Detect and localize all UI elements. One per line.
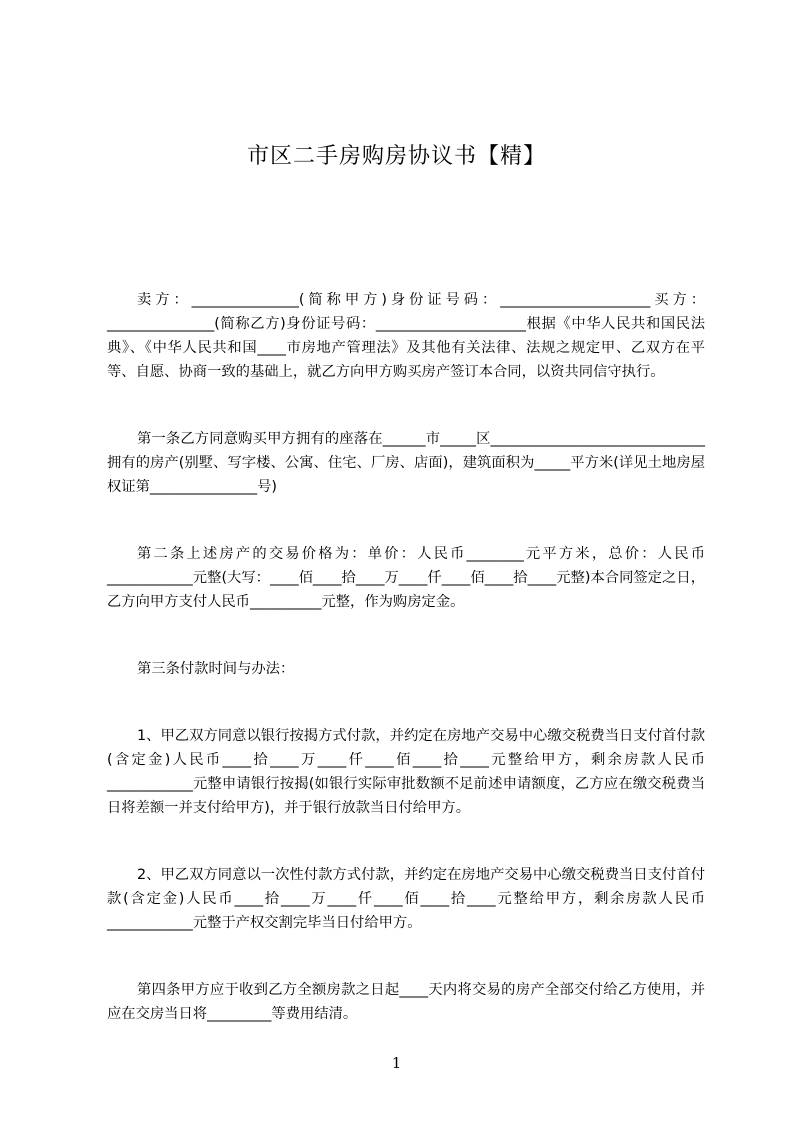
- paragraph-article-3-item-2: 2、甲乙双方同意以一次性付款方式付款，并约定在房地产交易中心缴交税费当日支付首付款(含定金)人民币____拾____万____仟____佰____拾____元整给甲方，剩余房款人民币____________元整于产权交割完毕当日付给甲方。: [107, 867, 705, 931]
- document-body: [107, 288, 705, 1026]
- paragraph-article-2: 第二条上述房产的交易价格为：单价：人民币________元平方米，总价：人民币____________元整(大写：____佰____拾____万____仟____佰____拾____元整)本合同签定之日，乙方向甲方支付人民币__________元整，作为购房定金。: [107, 546, 705, 610]
- paragraph-article-4: 第四条甲方应于收到乙方全额房款之日起____天内将交易的房产全部交付给乙方使用，并应在交房当日将_________等费用结清。: [107, 982, 705, 1022]
- paragraph-article-1: 第一条乙方同意购买甲方拥有的座落在______市_____区______________________________拥有的房产(别墅、写字楼、公寓、住宅、厂房、店面)，建筑面积为_____平方米(详见土地房屋权证第_______________号): [107, 431, 705, 495]
- paragraph-parties: 卖方：_______________(简称甲方)身份证号码：_____________________买方：_______________(简称乙方)身份证号码：_____________________根据《中华人民共和国民法典》、《中华人民共和国____市房地产管理法》及其他有关法律、法规之规定甲、乙双方在平等、自愿、协商一致的基础上，就乙方向甲方购买房产签订本合同，以资共同信守执行。: [107, 292, 705, 380]
- paragraph-article-3: 第三条付款时间与办法：: [137, 661, 295, 677]
- paragraph-article-3-item-1: 1、甲乙双方同意以银行按揭方式付款，并约定在房地产交易中心缴交税费当日支付首付款(含定金)人民币____拾____万____仟____佰____拾____元整给甲方，剩余房款人民币____________元整申请银行按揭(如银行实际审批数额不足前述申请额度，乙方应在缴交税费当日将差额一并支付给甲方)，并于银行放款当日付给甲方。: [107, 728, 705, 816]
- document-title: 市区二手房购房协议书【精】: [246, 144, 546, 169]
- page-number: 1: [391, 1054, 402, 1072]
